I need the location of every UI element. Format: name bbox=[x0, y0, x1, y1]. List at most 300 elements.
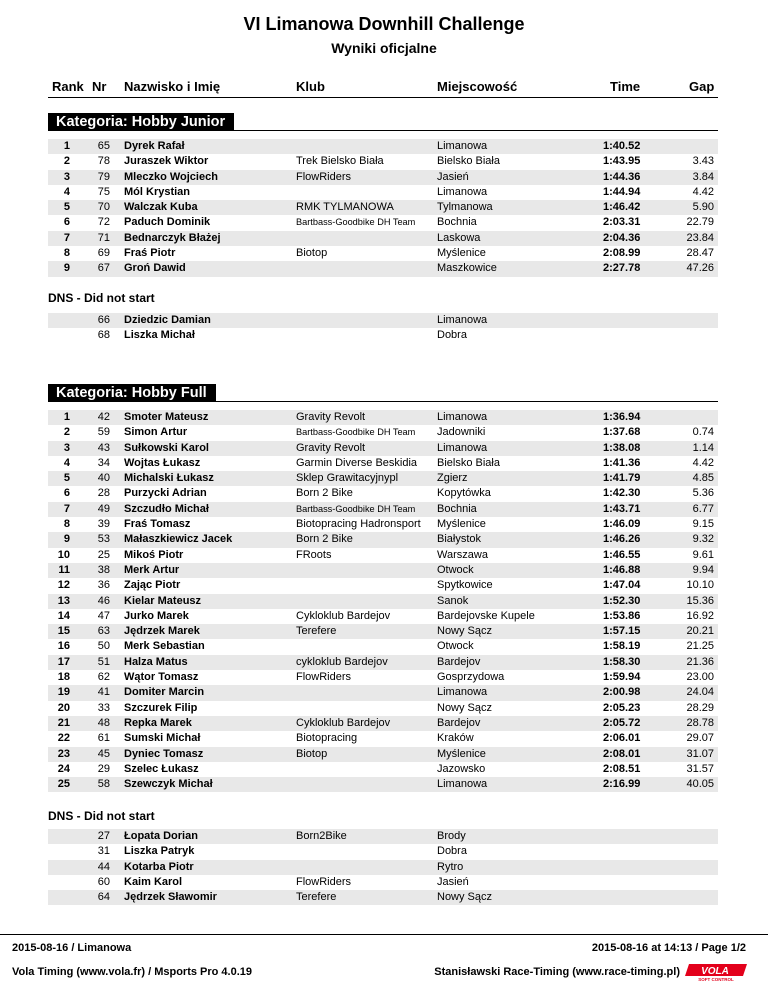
rank-cell: 21 bbox=[57, 716, 70, 729]
gap-cell: 0.74 bbox=[692, 426, 714, 439]
nr-cell: 39 bbox=[97, 518, 110, 531]
nr-cell: 61 bbox=[97, 732, 110, 745]
city-cell: Nowy Sącz bbox=[437, 625, 493, 638]
club-cell: Trek Bielsko Biała bbox=[296, 155, 384, 168]
club-cell: cykloklub Bardejov bbox=[296, 655, 388, 668]
dns-row bbox=[48, 328, 718, 343]
table-row bbox=[48, 563, 718, 578]
category-header-hobby-full: Kategoria: Hobby Full bbox=[48, 384, 216, 402]
city-cell: Bochnia bbox=[437, 502, 477, 515]
club-cell: Born 2 Bike bbox=[296, 487, 353, 500]
city-cell: Limanowa bbox=[437, 778, 488, 791]
name-cell: Fraś Tomasz bbox=[124, 518, 191, 531]
club-cell: Bartbass-Goodbike DH Team bbox=[296, 427, 416, 438]
name-cell: Juraszek Wiktor bbox=[124, 155, 209, 168]
city-cell: Białystok bbox=[437, 533, 482, 546]
rank-cell: 20 bbox=[57, 701, 70, 714]
table-row bbox=[48, 425, 718, 440]
club-cell: Sklep Grawitacyjnypl bbox=[296, 472, 399, 485]
name-cell: Szczurek Filip bbox=[124, 701, 198, 714]
name-cell: Simon Artur bbox=[124, 426, 188, 439]
nr-cell: 66 bbox=[97, 314, 110, 326]
rank-cell: 23 bbox=[57, 747, 70, 760]
nr-cell: 48 bbox=[97, 716, 110, 729]
name-cell: Wojtas Łukasz bbox=[124, 456, 201, 469]
gap-cell: 3.43 bbox=[692, 155, 714, 168]
dns-label: DNS - Did not start bbox=[48, 291, 155, 305]
gap-cell: 4.85 bbox=[692, 472, 714, 485]
time-cell: 2:03.31 bbox=[603, 216, 641, 229]
rank-cell: 18 bbox=[57, 671, 70, 684]
nr-cell: 71 bbox=[97, 231, 110, 244]
header-rule bbox=[48, 97, 718, 98]
table-row bbox=[48, 578, 718, 593]
table-row bbox=[48, 701, 718, 716]
club-cell: Gravity Revolt bbox=[296, 411, 366, 423]
table-row bbox=[48, 624, 718, 639]
nr-cell: 60 bbox=[97, 875, 110, 888]
city-cell: Limanowa bbox=[437, 314, 488, 326]
time-cell: 1:36.94 bbox=[603, 411, 641, 423]
nr-cell: 38 bbox=[97, 563, 110, 576]
city-cell: Kraków bbox=[437, 732, 474, 745]
nr-cell: 25 bbox=[97, 548, 110, 561]
city-cell: Limanowa bbox=[437, 185, 488, 198]
nr-cell: 62 bbox=[97, 671, 110, 684]
city-cell: Kopytówka bbox=[437, 487, 491, 500]
rank-cell: 1 bbox=[63, 411, 70, 423]
dns-row bbox=[48, 313, 718, 328]
results-table-hobby-full bbox=[48, 410, 718, 792]
gap-cell: 28.78 bbox=[686, 716, 714, 729]
gap-cell: 4.42 bbox=[692, 185, 714, 198]
club-cell: Biotopracing Hadronsport bbox=[296, 518, 421, 531]
page-subtitle: Wyniki oficjalne bbox=[331, 40, 437, 56]
name-cell: Sumski Michał bbox=[124, 732, 201, 745]
nr-cell: 72 bbox=[97, 216, 110, 229]
city-cell: Limanowa bbox=[437, 140, 488, 152]
results-table-hobby-junior bbox=[48, 139, 718, 277]
time-cell: 1:47.04 bbox=[603, 579, 641, 592]
nr-cell: 78 bbox=[97, 155, 110, 168]
name-cell: Małaszkiewicz Jacek bbox=[124, 533, 233, 546]
time-cell: 1:46.09 bbox=[603, 518, 641, 531]
gap-cell: 29.07 bbox=[686, 732, 714, 745]
time-cell: 1:46.88 bbox=[603, 563, 641, 576]
rank-cell: 9 bbox=[63, 533, 70, 546]
table-row bbox=[48, 170, 718, 185]
name-cell: Dyrek Rafał bbox=[124, 140, 185, 152]
city-cell: Spytkowice bbox=[437, 579, 493, 592]
time-cell: 2:00.98 bbox=[603, 686, 641, 699]
footer-timing-company: Stanisławski Race-Timing (www.race-timing.pl) bbox=[434, 966, 680, 978]
time-cell: 2:06.01 bbox=[603, 732, 641, 745]
nr-cell: 45 bbox=[97, 747, 110, 760]
name-cell: Sułkowski Karol bbox=[124, 441, 209, 454]
rank-cell: 7 bbox=[63, 502, 70, 515]
col-gap-header: Gap bbox=[689, 79, 715, 94]
nr-cell: 43 bbox=[97, 441, 110, 454]
time-cell: 1:42.30 bbox=[603, 487, 641, 500]
table-row bbox=[48, 139, 718, 154]
nr-cell: 58 bbox=[97, 778, 110, 791]
nr-cell: 67 bbox=[97, 262, 110, 275]
gap-cell: 28.29 bbox=[686, 701, 714, 714]
name-cell: Liszka Patryk bbox=[124, 845, 195, 858]
dns-table-hobby-full bbox=[48, 829, 718, 905]
footer-page-info: 2015-08-16 at 14:13 / Page 1/2 bbox=[591, 942, 746, 954]
nr-cell: 42 bbox=[97, 411, 110, 423]
rank-cell: 9 bbox=[63, 262, 70, 275]
table-row bbox=[48, 716, 718, 731]
time-cell: 2:08.01 bbox=[603, 747, 641, 760]
city-cell: Bardejovske Kupele bbox=[437, 609, 535, 622]
name-cell: Smoter Mateusz bbox=[124, 411, 209, 423]
gap-cell: 20.21 bbox=[686, 625, 714, 638]
name-cell: Kotarba Piotr bbox=[124, 860, 194, 873]
club-cell: Bartbass-Goodbike DH Team bbox=[296, 503, 416, 514]
city-cell: Rytro bbox=[437, 860, 464, 873]
name-cell: Mikoś Piotr bbox=[124, 548, 184, 561]
city-cell: Warszawa bbox=[437, 548, 488, 561]
rank-cell: 12 bbox=[57, 579, 70, 592]
category-header-hobby-junior: Kategoria: Hobby Junior bbox=[48, 113, 234, 131]
club-cell: FlowRiders bbox=[296, 875, 352, 888]
rank-cell: 15 bbox=[57, 625, 70, 638]
rank-cell: 6 bbox=[63, 216, 70, 229]
nr-cell: 70 bbox=[97, 201, 110, 214]
city-cell: Jasień bbox=[437, 170, 469, 183]
dns-row bbox=[48, 829, 718, 844]
time-cell: 2:04.36 bbox=[603, 231, 641, 244]
time-cell: 1:59.94 bbox=[603, 671, 641, 684]
nr-cell: 31 bbox=[97, 845, 110, 858]
name-cell: Mól Krystian bbox=[124, 185, 191, 198]
city-cell: Brody bbox=[437, 830, 466, 842]
club-cell: Gravity Revolt bbox=[296, 441, 366, 454]
city-cell: Jadowniki bbox=[437, 426, 486, 439]
nr-cell: 63 bbox=[97, 625, 110, 638]
table-row bbox=[48, 639, 718, 654]
table-row bbox=[48, 441, 718, 456]
time-cell: 2:08.51 bbox=[603, 762, 641, 775]
name-cell: Wątor Tomasz bbox=[124, 671, 199, 684]
rank-cell: 8 bbox=[63, 518, 70, 531]
rank-cell: 5 bbox=[63, 201, 70, 214]
time-cell: 1:41.79 bbox=[603, 472, 641, 485]
nr-cell: 28 bbox=[97, 487, 110, 500]
logo-text: VOLA bbox=[701, 966, 729, 977]
rank-cell: 3 bbox=[63, 170, 70, 183]
nr-cell: 59 bbox=[97, 426, 110, 439]
name-cell: Szewczyk Michał bbox=[124, 778, 213, 791]
nr-cell: 75 bbox=[97, 185, 110, 198]
name-cell: Groń Dawid bbox=[124, 262, 186, 275]
nr-cell: 69 bbox=[97, 247, 110, 260]
time-cell: 1:46.26 bbox=[603, 533, 641, 546]
nr-cell: 47 bbox=[97, 609, 110, 622]
city-cell: Bardejov bbox=[437, 655, 481, 668]
table-row bbox=[48, 747, 718, 762]
rank-cell: 2 bbox=[63, 155, 70, 168]
nr-cell: 50 bbox=[97, 640, 110, 653]
rank-cell: 10 bbox=[57, 548, 70, 561]
time-cell: 1:37.68 bbox=[603, 426, 641, 439]
table-row bbox=[48, 261, 718, 276]
dns-table-hobby-junior bbox=[48, 313, 718, 344]
rank-cell: 11 bbox=[58, 563, 70, 576]
time-cell: 1:40.52 bbox=[603, 140, 641, 152]
name-cell: Jurko Marek bbox=[124, 609, 189, 622]
name-cell: Łopata Dorian bbox=[124, 830, 198, 842]
name-cell: Kielar Mateusz bbox=[124, 594, 202, 607]
name-cell: Paduch Dominik bbox=[124, 216, 211, 229]
nr-cell: 64 bbox=[97, 891, 110, 904]
club-cell: Biotopracing bbox=[296, 732, 358, 745]
gap-cell: 47.26 bbox=[686, 262, 714, 275]
table-row bbox=[48, 548, 718, 563]
gap-cell: 15.36 bbox=[686, 594, 714, 607]
rank-cell: 25 bbox=[57, 778, 70, 791]
col-rank-header: Rank bbox=[52, 79, 84, 94]
nr-cell: 65 bbox=[97, 140, 110, 152]
gap-cell: 4.42 bbox=[692, 456, 714, 469]
gap-cell: 16.92 bbox=[686, 609, 714, 622]
club-cell: Born 2 Bike bbox=[296, 533, 353, 546]
gap-cell: 5.36 bbox=[692, 487, 714, 500]
city-cell: Nowy Sącz bbox=[437, 701, 493, 714]
nr-cell: 46 bbox=[97, 594, 110, 607]
city-cell: Limanowa bbox=[437, 411, 488, 423]
rank-cell: 4 bbox=[63, 185, 70, 198]
gap-cell: 31.57 bbox=[686, 762, 714, 775]
gap-cell: 22.79 bbox=[686, 216, 714, 229]
time-cell: 1:43.95 bbox=[603, 155, 641, 168]
time-cell: 1:46.42 bbox=[603, 201, 641, 214]
rank-cell: 16 bbox=[57, 640, 70, 653]
dns-row bbox=[48, 860, 718, 875]
gap-cell: 23.00 bbox=[686, 671, 714, 684]
table-row bbox=[48, 154, 718, 169]
name-cell: Zając Piotr bbox=[124, 579, 181, 592]
name-cell: Szczudło Michał bbox=[124, 502, 209, 515]
table-row bbox=[48, 655, 718, 670]
table-row bbox=[48, 486, 718, 501]
dns-row bbox=[48, 875, 718, 890]
time-cell: 1:41.36 bbox=[603, 456, 641, 469]
nr-cell: 49 bbox=[97, 502, 110, 515]
club-cell: Terefere bbox=[296, 625, 337, 638]
city-cell: Bochnia bbox=[437, 216, 477, 229]
gap-cell: 21.36 bbox=[686, 655, 714, 668]
gap-cell: 9.15 bbox=[692, 518, 714, 531]
name-cell: Merk Sebastian bbox=[124, 640, 205, 653]
table-row bbox=[48, 670, 718, 685]
category-rule bbox=[48, 401, 718, 402]
city-cell: Limanowa bbox=[437, 441, 488, 454]
name-cell: Liszka Michał bbox=[124, 329, 195, 342]
club-cell: FlowRiders bbox=[296, 671, 352, 684]
city-cell: Bardejov bbox=[437, 716, 481, 729]
rank-cell: 19 bbox=[57, 686, 70, 699]
table-row bbox=[48, 471, 718, 486]
time-cell: 2:27.78 bbox=[603, 262, 641, 275]
name-cell: Bednarczyk Błażej bbox=[124, 231, 221, 244]
club-cell: Terefere bbox=[296, 891, 337, 904]
name-cell: Szelec Łukasz bbox=[124, 762, 199, 775]
gap-cell: 9.32 bbox=[692, 533, 714, 546]
footer-date-location: 2015-08-16 / Limanowa bbox=[12, 942, 132, 954]
city-cell: Bielsko Biała bbox=[437, 155, 500, 168]
time-cell: 1:58.19 bbox=[603, 640, 641, 653]
col-nr-header: Nr bbox=[92, 79, 107, 94]
table-row bbox=[48, 185, 718, 200]
page-title: VI Limanowa Downhill Challenge bbox=[243, 14, 525, 34]
table-row bbox=[48, 200, 718, 215]
table-row bbox=[48, 609, 718, 624]
gap-cell: 9.94 bbox=[692, 563, 714, 576]
city-cell: Dobra bbox=[437, 329, 467, 342]
club-cell: Garmin Diverse Beskidia bbox=[296, 456, 418, 469]
gap-cell: 10.10 bbox=[686, 579, 714, 592]
time-cell: 2:05.72 bbox=[603, 716, 641, 729]
time-cell: 1:44.36 bbox=[603, 170, 641, 183]
vola-logo bbox=[685, 964, 747, 982]
time-cell: 2:08.99 bbox=[603, 247, 641, 260]
nr-cell: 34 bbox=[97, 456, 110, 469]
time-cell: 1:57.15 bbox=[603, 625, 641, 638]
footer-software: Vola Timing (www.vola.fr) / Msports Pro 4.0.19 bbox=[12, 966, 253, 978]
city-cell: Jasień bbox=[437, 875, 469, 888]
nr-cell: 41 bbox=[97, 686, 110, 699]
nr-cell: 33 bbox=[97, 701, 110, 714]
table-row bbox=[48, 246, 718, 261]
nr-cell: 53 bbox=[97, 533, 110, 546]
category-rule bbox=[48, 130, 718, 131]
club-cell: Biotop bbox=[296, 747, 328, 760]
gap-cell: 28.47 bbox=[686, 247, 714, 260]
time-cell: 2:16.99 bbox=[603, 778, 641, 791]
rank-cell: 6 bbox=[63, 487, 70, 500]
club-cell: Cykloklub Bardejov bbox=[296, 716, 391, 729]
gap-cell: 21.25 bbox=[686, 640, 714, 653]
city-cell: Gosprzydowa bbox=[437, 671, 505, 684]
nr-cell: 29 bbox=[97, 762, 110, 775]
rank-cell: 4 bbox=[63, 456, 70, 469]
table-row bbox=[48, 410, 718, 425]
name-cell: Halza Matus bbox=[124, 655, 188, 668]
city-cell: Maszkowice bbox=[437, 262, 497, 275]
nr-cell: 79 bbox=[97, 170, 110, 183]
col-city-header: Miejscowość bbox=[437, 79, 518, 94]
city-cell: Sanok bbox=[437, 594, 469, 607]
club-cell: RMK TYLMANOWA bbox=[296, 201, 394, 214]
gap-cell: 40.05 bbox=[686, 778, 714, 791]
dns-row bbox=[48, 890, 718, 905]
col-club-header: Klub bbox=[296, 79, 325, 94]
rank-cell: 5 bbox=[63, 472, 70, 485]
nr-cell: 51 bbox=[97, 655, 110, 668]
table-row bbox=[48, 762, 718, 777]
name-cell: Michalski Łukasz bbox=[124, 472, 214, 485]
rank-cell: 7 bbox=[63, 231, 70, 244]
rank-cell: 22 bbox=[57, 732, 70, 745]
city-cell: Limanowa bbox=[437, 686, 488, 699]
table-row bbox=[48, 456, 718, 471]
city-cell: Otwock bbox=[437, 640, 474, 653]
name-cell: Jędrzek Sławomir bbox=[124, 891, 217, 904]
nr-cell: 36 bbox=[97, 579, 110, 592]
dns-row bbox=[48, 844, 718, 859]
table-row bbox=[48, 731, 718, 746]
city-cell: Jazowsko bbox=[437, 762, 486, 775]
time-cell: 1:58.30 bbox=[603, 655, 641, 668]
rank-cell: 3 bbox=[63, 441, 70, 454]
table-row bbox=[48, 777, 718, 792]
gap-cell: 5.90 bbox=[692, 201, 714, 214]
city-cell: Myślenice bbox=[437, 518, 486, 531]
time-cell: 1:38.08 bbox=[603, 441, 641, 454]
table-row bbox=[48, 502, 718, 517]
club-cell: Bartbass-Goodbike DH Team bbox=[296, 217, 416, 228]
name-cell: Kaim Karol bbox=[124, 875, 183, 888]
nr-cell: 27 bbox=[97, 830, 110, 842]
club-cell: Biotop bbox=[296, 247, 328, 260]
col-time-header: Time bbox=[610, 79, 641, 94]
city-cell: Dobra bbox=[437, 845, 467, 858]
city-cell: Laskowa bbox=[437, 231, 481, 244]
gap-cell: 9.61 bbox=[692, 548, 714, 561]
table-row bbox=[48, 517, 718, 532]
name-cell: Dyniec Tomasz bbox=[124, 747, 204, 760]
nr-cell: 40 bbox=[97, 472, 110, 485]
rank-cell: 8 bbox=[63, 247, 70, 260]
city-cell: Tylmanowa bbox=[437, 201, 493, 214]
table-row bbox=[48, 532, 718, 547]
name-cell: Domiter Marcin bbox=[124, 686, 205, 699]
footer-rule bbox=[0, 934, 768, 935]
club-cell: FRoots bbox=[296, 548, 332, 561]
col-name-header: Nazwisko i Imię bbox=[124, 79, 221, 94]
logo-sub: SOFT CONTROL bbox=[698, 977, 734, 982]
table-row bbox=[48, 215, 718, 230]
name-cell: Merk Artur bbox=[124, 563, 180, 576]
gap-cell: 23.84 bbox=[686, 231, 714, 244]
nr-cell: 68 bbox=[97, 329, 110, 342]
city-cell: Myślenice bbox=[437, 747, 486, 760]
name-cell: Fraś Piotr bbox=[124, 247, 176, 260]
table-row bbox=[48, 594, 718, 609]
city-cell: Zgierz bbox=[437, 472, 468, 485]
gap-cell: 24.04 bbox=[686, 686, 714, 699]
nr-cell: 44 bbox=[97, 860, 110, 873]
name-cell: Dziedzic Damian bbox=[124, 314, 211, 326]
city-cell: Bielsko Biała bbox=[437, 456, 500, 469]
time-cell: 1:44.94 bbox=[603, 185, 641, 198]
rank-cell: 17 bbox=[57, 655, 70, 668]
dns-label: DNS - Did not start bbox=[48, 809, 155, 823]
time-cell: 1:43.71 bbox=[603, 502, 641, 515]
city-cell: Myślenice bbox=[437, 247, 486, 260]
time-cell: 1:46.55 bbox=[603, 548, 641, 561]
city-cell: Nowy Sącz bbox=[437, 891, 493, 904]
city-cell: Otwock bbox=[437, 563, 474, 576]
name-cell: Mleczko Wojciech bbox=[124, 170, 218, 183]
time-cell: 1:53.86 bbox=[603, 609, 641, 622]
rank-cell: 14 bbox=[57, 609, 70, 622]
name-cell: Repka Marek bbox=[124, 716, 192, 729]
gap-cell: 31.07 bbox=[686, 747, 714, 760]
